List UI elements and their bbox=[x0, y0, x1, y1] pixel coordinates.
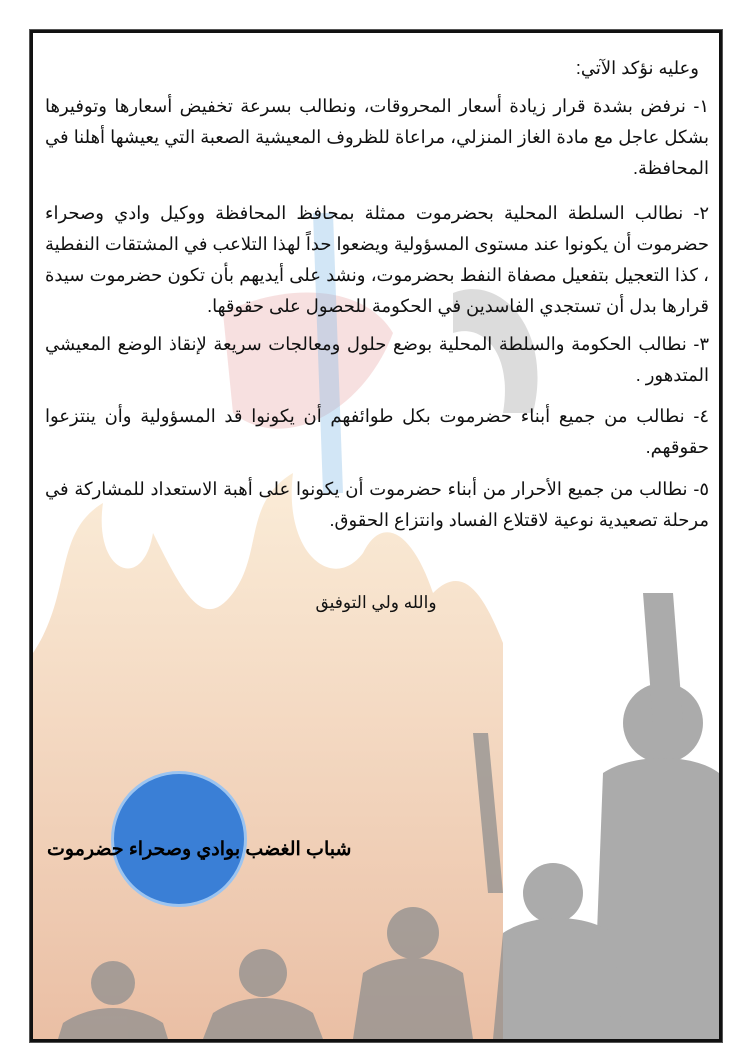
demand-item-5: ٥- نطالب من جميع الأحرار من أبناء حضرموت أن يكونوا على أهبة الاستعداد للمشاركة في مرحلة تصعيدية نوعية لاقتلاع الفساد وانتزاع الحقوق. bbox=[45, 479, 709, 530]
intro-heading: وعليه نؤكد الآتي: bbox=[575, 58, 699, 78]
demand-item-3: ٣- نطالب الحكومة والسلطة المحلية بوضع حلول ومعالجات سريعة لإنقاذ الوضع المعيشي المتدهور . bbox=[45, 334, 709, 385]
demand-item-2: ٢- نطالب السلطة المحلية بحضرموت ممثلة بمحافظ المحافظة ووكيل وادي وصحراء حضرموت أن يكونوا عند مستوى المسؤولية ويضعوا حداً لهذا التلاعب في المشتقات النفطية ، كذا التعجيل بتفعيل مصفاة النفط بحضرموت، ونشد على أيديهم بأن تكون حضرموت سيدة قرارها بدل أن تستجدي الفاسدين في الحكومة للحصول على حقوقها. bbox=[45, 203, 709, 316]
document-page bbox=[30, 30, 722, 1042]
demand-item-1: ١- نرفض بشدة قرار زيادة أسعار المحروقات، ونطالب بسرعة تخفيض أسعارها وتوفيرها بشكل عاجل مع مادة الغاز المنزلي، مراعاة للظروف المعيشية الصعبة التي يعيشها أهلنا في المحافظة. bbox=[45, 96, 709, 178]
signature: شباب الغضب بوادي وصحراء حضرموت bbox=[47, 839, 352, 860]
demand-item-4: ٤- نطالب من جميع أبناء حضرموت بكل طوائفهم أن يكونوا قد المسؤولية وأن ينتزعوا حقوقهم. bbox=[45, 406, 709, 457]
closing-phrase: والله ولي التوفيق bbox=[315, 593, 437, 612]
